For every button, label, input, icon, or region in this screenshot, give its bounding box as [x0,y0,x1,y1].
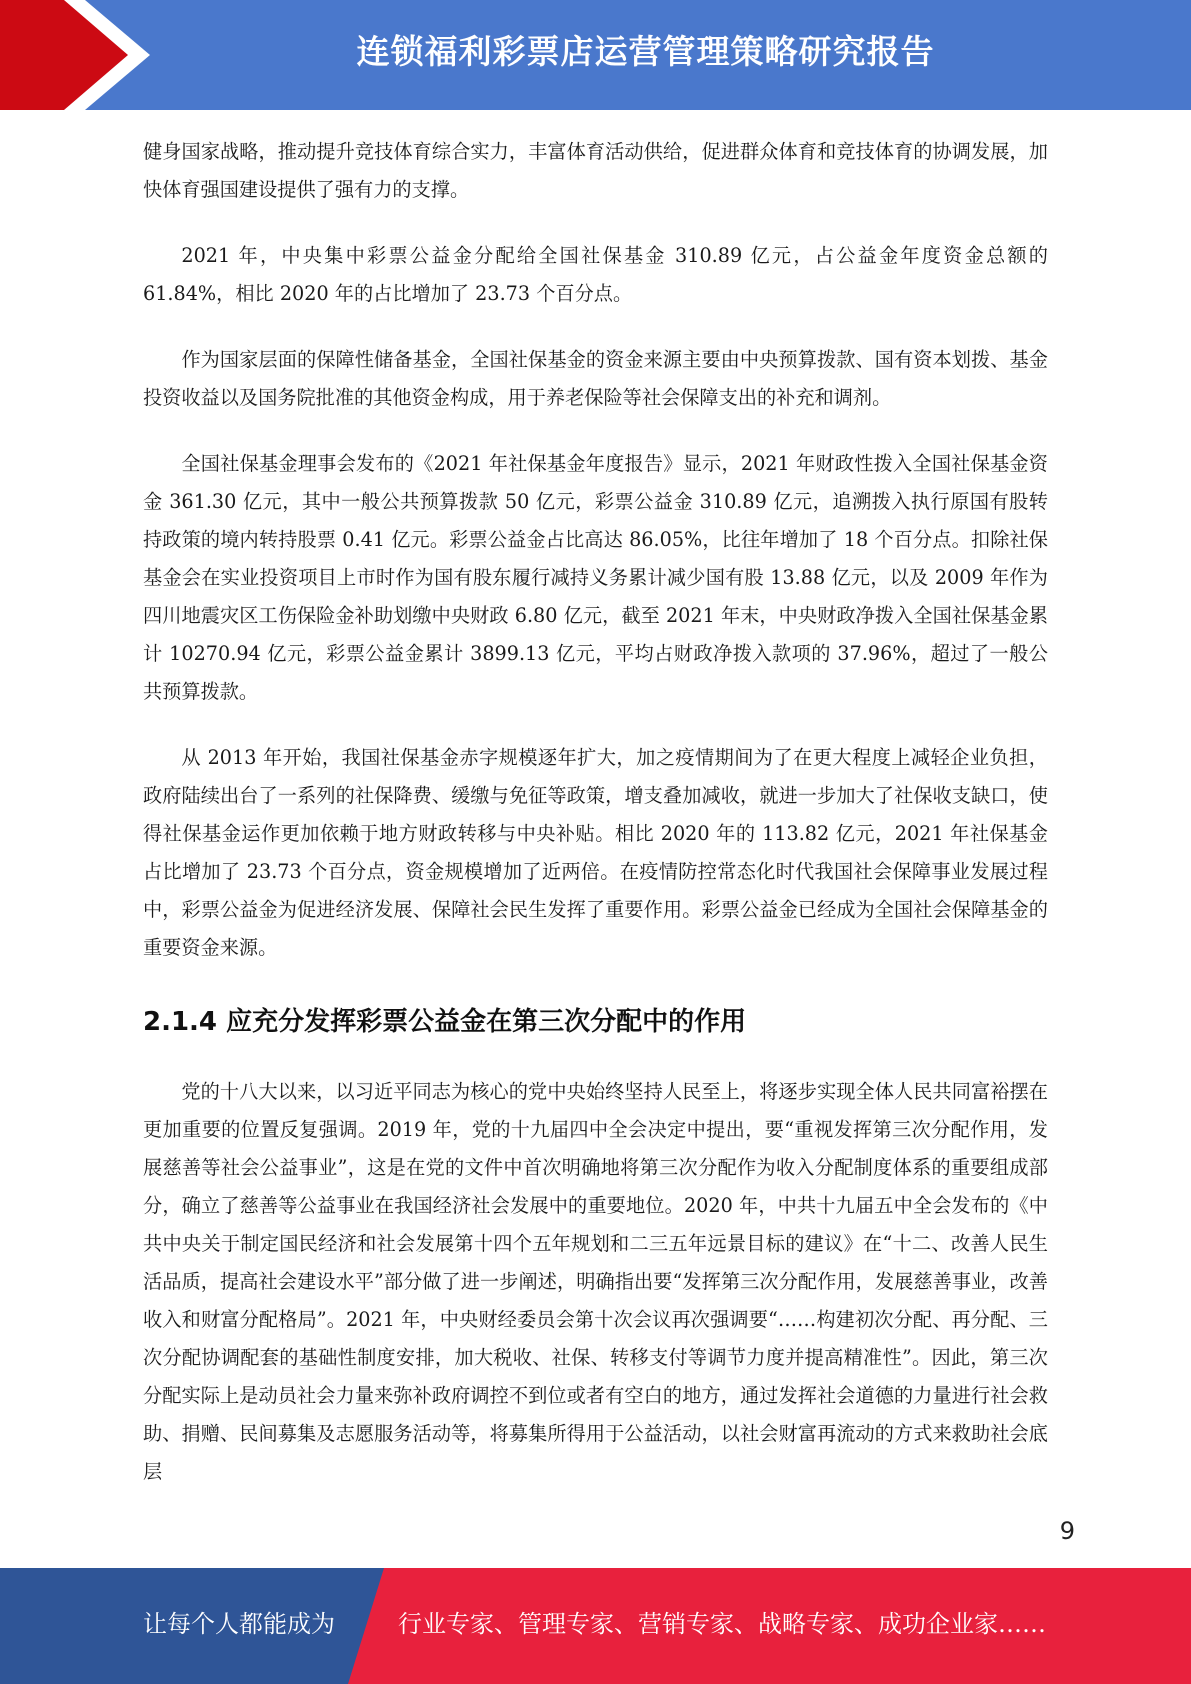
footer-slogan-right: 行业专家、管理专家、营销专家、战略专家、成功企业家…… [398,1610,1046,1638]
page-number: 9 [1059,1517,1075,1545]
paragraph: 从 2013 年开始，我国社保基金赤字规模逐年扩大，加之疫情期间为了在更大程度上减轻企业负担，政府陆续出台了一系列的社保降费、缓缴与免征等政策，增支叠加减收，就进一步加大了社保收支缺口，使得社保基金运作更加依赖于地方财政转移与中央补贴。相比 2020 年的 113.82 亿元，2021 年社保基金占比增加了 23.73 个百分点，资金规模增加了近两倍。在疫情防控常态化时代我国社会保障事业发展过程中，彩票公益金为促进经济发展、保障社会民生发挥了重要作用。彩票公益金已经成为全国社会保障基金的重要资金来源。 [143,746,1048,959]
document-body [143,133,1048,1519]
section-heading: 2.1.4 应充分发挥彩票公益金在第三次分配中的作用 [143,1007,747,1037]
paragraph: 健身国家战略，推动提升竞技体育综合实力，丰富体育活动供给，促进群众体育和竞技体育的协调发展，加快体育强国建设提供了强有力的支撑。 [143,140,1048,201]
header-title: 连锁福利彩票店运营管理策略研究报告 [356,32,935,71]
page-header [0,0,1191,110]
paragraph: 全国社保基金理事会发布的《2021 年社保基金年度报告》显示，2021 年财政性拨入全国社保基金资金 361.30 亿元，其中一般公共预算拨款 50 亿元，彩票公益金 310.89 亿元，追溯拨入执行原国有股转持政策的境内转持股票 0.41 亿元。彩票公益金占比高达 86.05%，比往年增加了 18 个百分点。扣除社保基金会在实业投资项目上市时作为国有股东履行减持义务累计减少国有股 13.88 亿元，以及 2009 年作为四川地震灾区工伤保险金补助划缴中央财政 6.80 亿元，截至 2021 年末，中央财政净拨入全国社保基金累计 10270.94 亿元，彩票公益金累计 3899.13 亿元，平均占财政净拨入款项的 37.96%，超过了一般公共预算拨款。 [143,452,1048,703]
footer-slogan-left: 让每个人都能成为 [143,1610,335,1638]
page-footer [0,1568,1191,1684]
paragraph: 党的十八大以来，以习近平同志为核心的党中央始终坚持人民至上，将逐步实现全体人民共同富裕摆在更加重要的位置反复强调。2019 年，党的十九届四中全会决定中提出，要“重视发挥第三次分配作用，发展慈善等社会公益事业”，这是在党的文件中首次明确地将第三次分配作为收入分配制度体系的重要组成部分，确立了慈善等公益事业在我国经济社会发展中的重要地位。2020 年，中共十九届五中全会发布的《中共中央关于制定国民经济和社会发展第十四个五年规划和二三五年远景目标的建议》在“十二、改善人民生活品质，提高社会建设水平”部分做了进一步阐述，明确指出要“发挥第三次分配作用，发展慈善事业，改善收入和财富分配格局”。2021 年，中央财经委员会第十次会议再次强调要“……构建初次分配、再分配、三次分配协调配套的基础性制度安排，加大税收、社保、转移支付等调节力度并提高精准性”。因此，第三次分配实际上是动员社会力量来弥补政府调控不到位或者有空白的地方，通过发挥社会道德的力量进行社会救助、捐赠、民间募集及志愿服务活动等，将募集所得用于公益活动，以社会财富再流动的方式来救助社会底层 [143,1080,1048,1483]
paragraph: 2021 年，中央集中彩票公益金分配给全国社保基金 310.89 亿元，占公益金年度资金总额的 61.84%，相比 2020 年的占比增加了 23.73 个百分点。 [143,244,1048,305]
paragraph: 作为国家层面的保障性储备基金，全国社保基金的资金来源主要由中央预算拨款、国有资本划拨、基金投资收益以及国务院批准的其他资金构成，用于养老保险等社会保障支出的补充和调剂。 [143,348,1048,409]
arrow-red-shape [0,0,128,110]
